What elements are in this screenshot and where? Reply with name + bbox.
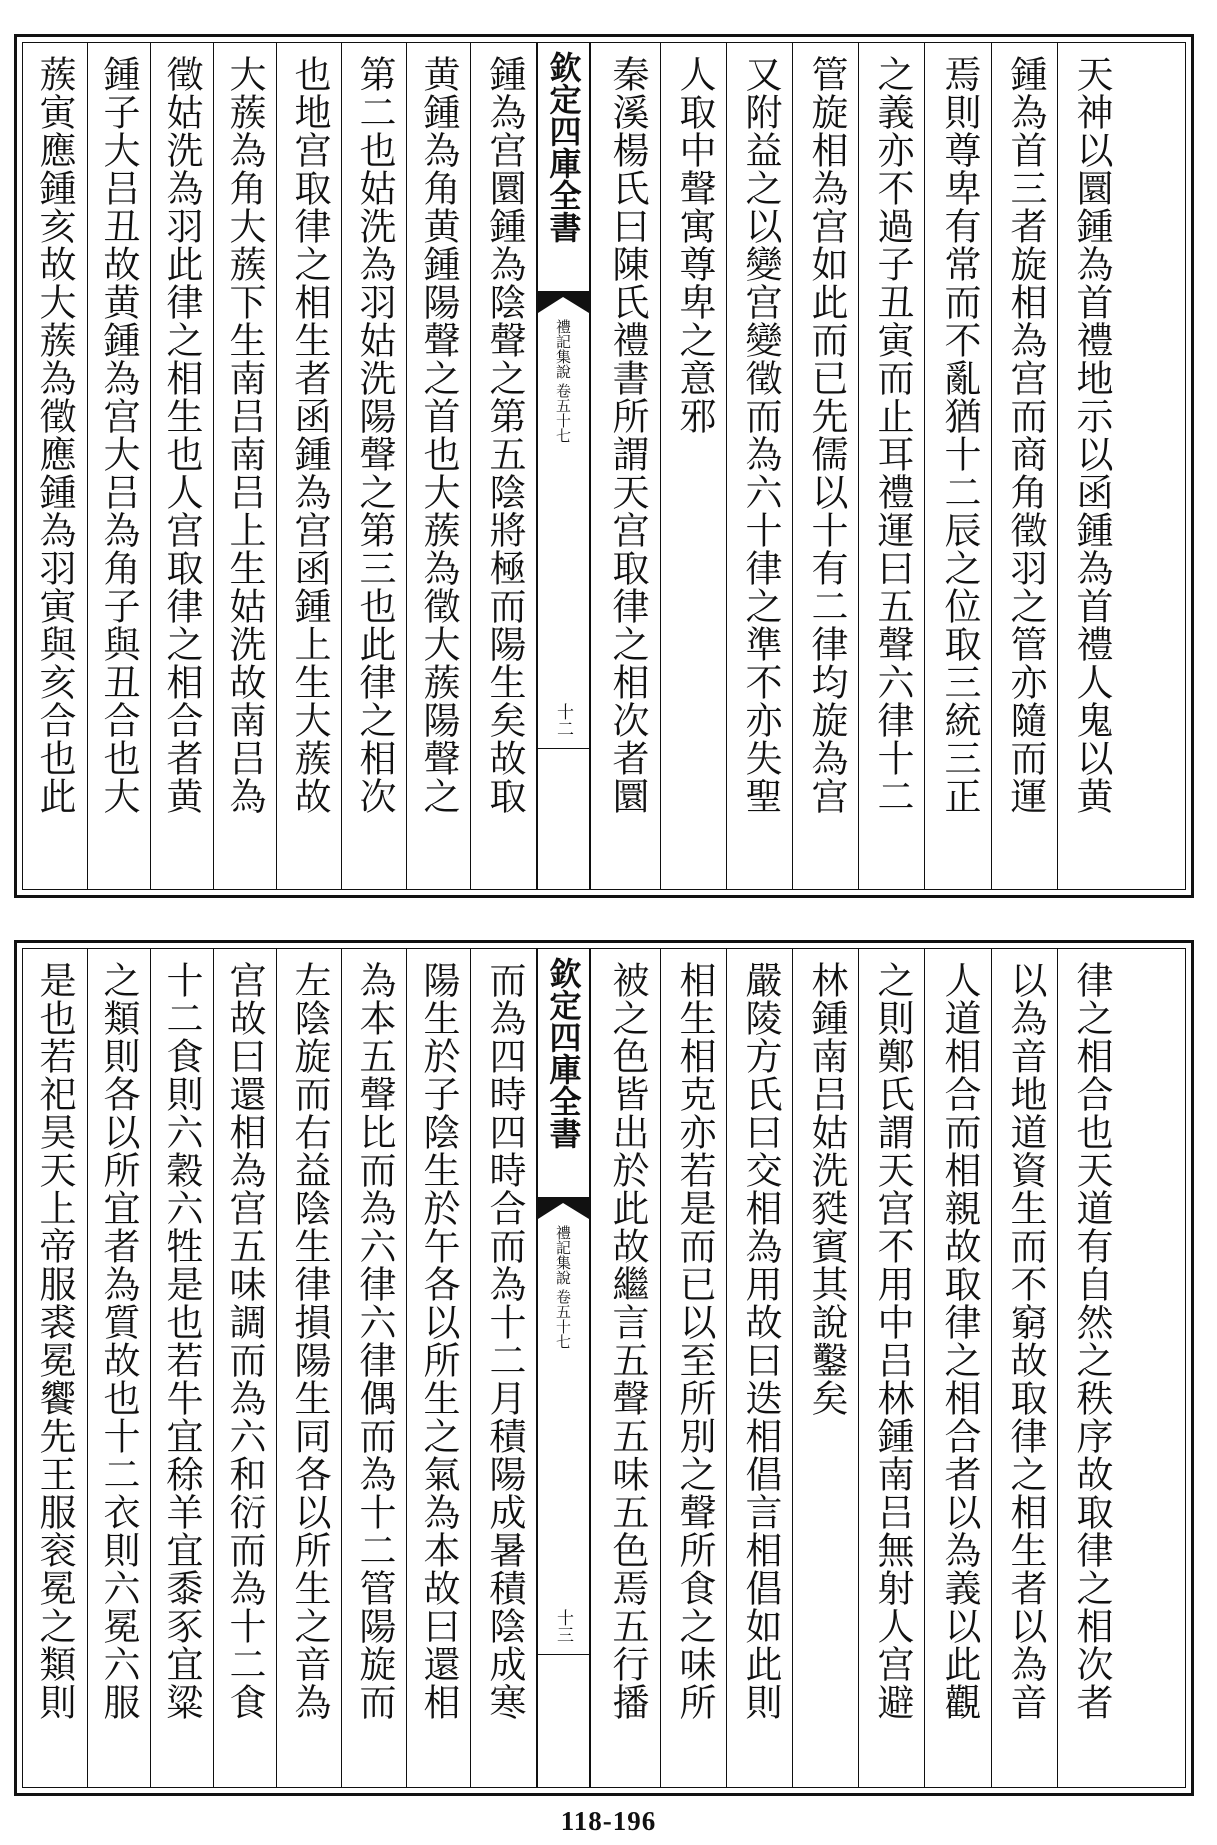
fish-tail-mark-icon [538, 1197, 589, 1219]
bottom-page-inner-border [22, 948, 1186, 1788]
text-column [406, 43, 470, 889]
column-text: 也地宫取律之相生者函鍾為宫函鍾上生大蔟故 [288, 55, 331, 815]
text-column [470, 43, 536, 889]
column-text: 徵姑洗為羽此律之相生也人宫取律之相合者黄 [160, 55, 203, 815]
column-text: 鍾為首三者旋相為宫而商角徵羽之管亦隨而運 [1004, 55, 1047, 815]
column-text: 是也若祀昊天上帝服裘冕饗先王服衮冕之類則 [33, 961, 76, 1721]
center-margin-band [536, 43, 591, 889]
volume-label: 卷五十七 [554, 383, 572, 443]
folio-number: 十二 [553, 703, 573, 737]
center-margin-band [536, 949, 591, 1787]
text-column [792, 949, 858, 1787]
text-column [87, 949, 150, 1787]
column-text: 之則鄭氏謂天宫不用中吕林鍾南吕無射人宫避 [871, 961, 914, 1721]
text-column [406, 949, 470, 1787]
text-column [341, 949, 406, 1787]
text-column [213, 43, 276, 889]
text-column [991, 43, 1057, 889]
column-text: 之類則各以所宜者為質故也十二衣則六冕六服 [97, 961, 140, 1721]
book-title-volume [553, 1225, 574, 1349]
text-column [150, 949, 213, 1787]
text-column [213, 949, 276, 1787]
column-text: 相生相克亦若是而已以至所別之聲所食之味所 [673, 961, 716, 1721]
folio-number: 十三 [553, 1609, 573, 1643]
book-title-volume [553, 319, 574, 443]
text-column [924, 43, 991, 889]
collection-title: 欽定四庫全書 [544, 51, 583, 243]
text-column [276, 43, 341, 889]
column-text: 為本五聲比而為六律六律偶而為十二管陽旋而 [353, 961, 396, 1721]
text-column [858, 949, 924, 1787]
volume-label: 卷五十七 [554, 1289, 572, 1349]
column-text: 林鍾南吕姑洗甤賓其說鑿矣 [805, 961, 848, 1417]
book-title: 禮記集說 [554, 319, 572, 379]
text-column [593, 949, 660, 1787]
text-column [726, 949, 792, 1787]
scan-page-number: 118-196 [560, 1806, 657, 1836]
text-column [23, 43, 87, 889]
text-column [858, 43, 924, 889]
text-column [470, 949, 536, 1787]
text-column [660, 949, 726, 1787]
center-divider [538, 748, 589, 749]
text-column [23, 949, 87, 1787]
text-column [87, 43, 150, 889]
text-column [1057, 949, 1187, 1787]
column-text: 又附益之以變宫變徵而為六十律之準不亦失聖 [739, 55, 782, 815]
column-text: 大蔟為角大蔟下生南吕南吕上生姑洗故南吕為 [223, 55, 266, 815]
text-column [924, 949, 991, 1787]
column-text: 而為四時四時合而為十二月積陽成暑積陰成寒 [483, 961, 526, 1721]
collection-title: 欽定四庫全書 [544, 957, 583, 1149]
column-text: 秦溪楊氏曰陳氏禮書所謂天宫取律之相次者圜 [606, 55, 649, 815]
column-text: 焉則尊卑有常而不亂猶十二辰之位取三統三正 [938, 55, 981, 815]
column-text: 以為音地道資生而不窮故取律之相生者以為音 [1004, 961, 1047, 1721]
column-text: 之義亦不過子丑寅而止耳禮運曰五聲六律十二 [871, 55, 914, 815]
text-column [150, 43, 213, 889]
text-column [593, 43, 660, 889]
column-text: 第二也姑洗為羽姑洗陽聲之第三也此律之相次 [353, 55, 396, 815]
column-text: 黄鍾為角黄鍾陽聲之首也大蔟為徵大蔟陽聲之 [417, 55, 460, 815]
text-column [792, 43, 858, 889]
column-text: 天神以圜鍾為首禮地示以函鍾為首禮人鬼以黄 [1070, 55, 1113, 815]
text-column [660, 43, 726, 889]
text-column [1057, 43, 1187, 889]
text-column [276, 949, 341, 1787]
top-page-frame [14, 34, 1194, 898]
column-text: 人道相合而相親故取律之相合者以為義以此觀 [938, 961, 981, 1721]
column-text: 宫故曰還相為宫五味調而為六和衍而為十二食 [223, 961, 266, 1721]
fish-tail-mark-icon [538, 291, 589, 313]
column-text: 律之相合也天道有自然之秩序故取律之相次者 [1070, 961, 1113, 1721]
column-text: 鍾為宫圜鍾為陰聲之第五陰將極而陽生矣故取 [483, 55, 526, 815]
column-text: 人取中聲寓尊卑之意邪 [673, 55, 716, 435]
column-text: 管旋相為宫如此而已先儒以十有二律均旋為宫 [805, 55, 848, 815]
column-text: 十二食則六穀六牲是也若牛宜稌羊宜黍豕宜粱 [160, 961, 203, 1721]
column-text: 左陰旋而右益陰生律損陽生同各以所生之音為 [288, 961, 331, 1721]
text-column [341, 43, 406, 889]
column-text: 陽生於子陰生於午各以所生之氣為本故曰還相 [417, 961, 460, 1721]
column-text: 嚴陵方氏曰交相為用故曰迭相倡言相倡如此則 [739, 961, 782, 1721]
text-column [991, 949, 1057, 1787]
column-text: 鍾子大吕丑故黄鍾為宫大吕為角子與丑合也大 [97, 55, 140, 815]
column-text: 被之色皆出於此故繼言五聲五味五色焉五行播 [606, 961, 649, 1721]
top-page-inner-border [22, 42, 1186, 890]
column-text: 蔟寅應鍾亥故大蔟為徵應鍾為羽寅與亥合也此 [33, 55, 76, 815]
text-column [726, 43, 792, 889]
book-title: 禮記集說 [554, 1225, 572, 1285]
bottom-page-frame [14, 940, 1194, 1796]
center-divider [538, 1654, 589, 1655]
